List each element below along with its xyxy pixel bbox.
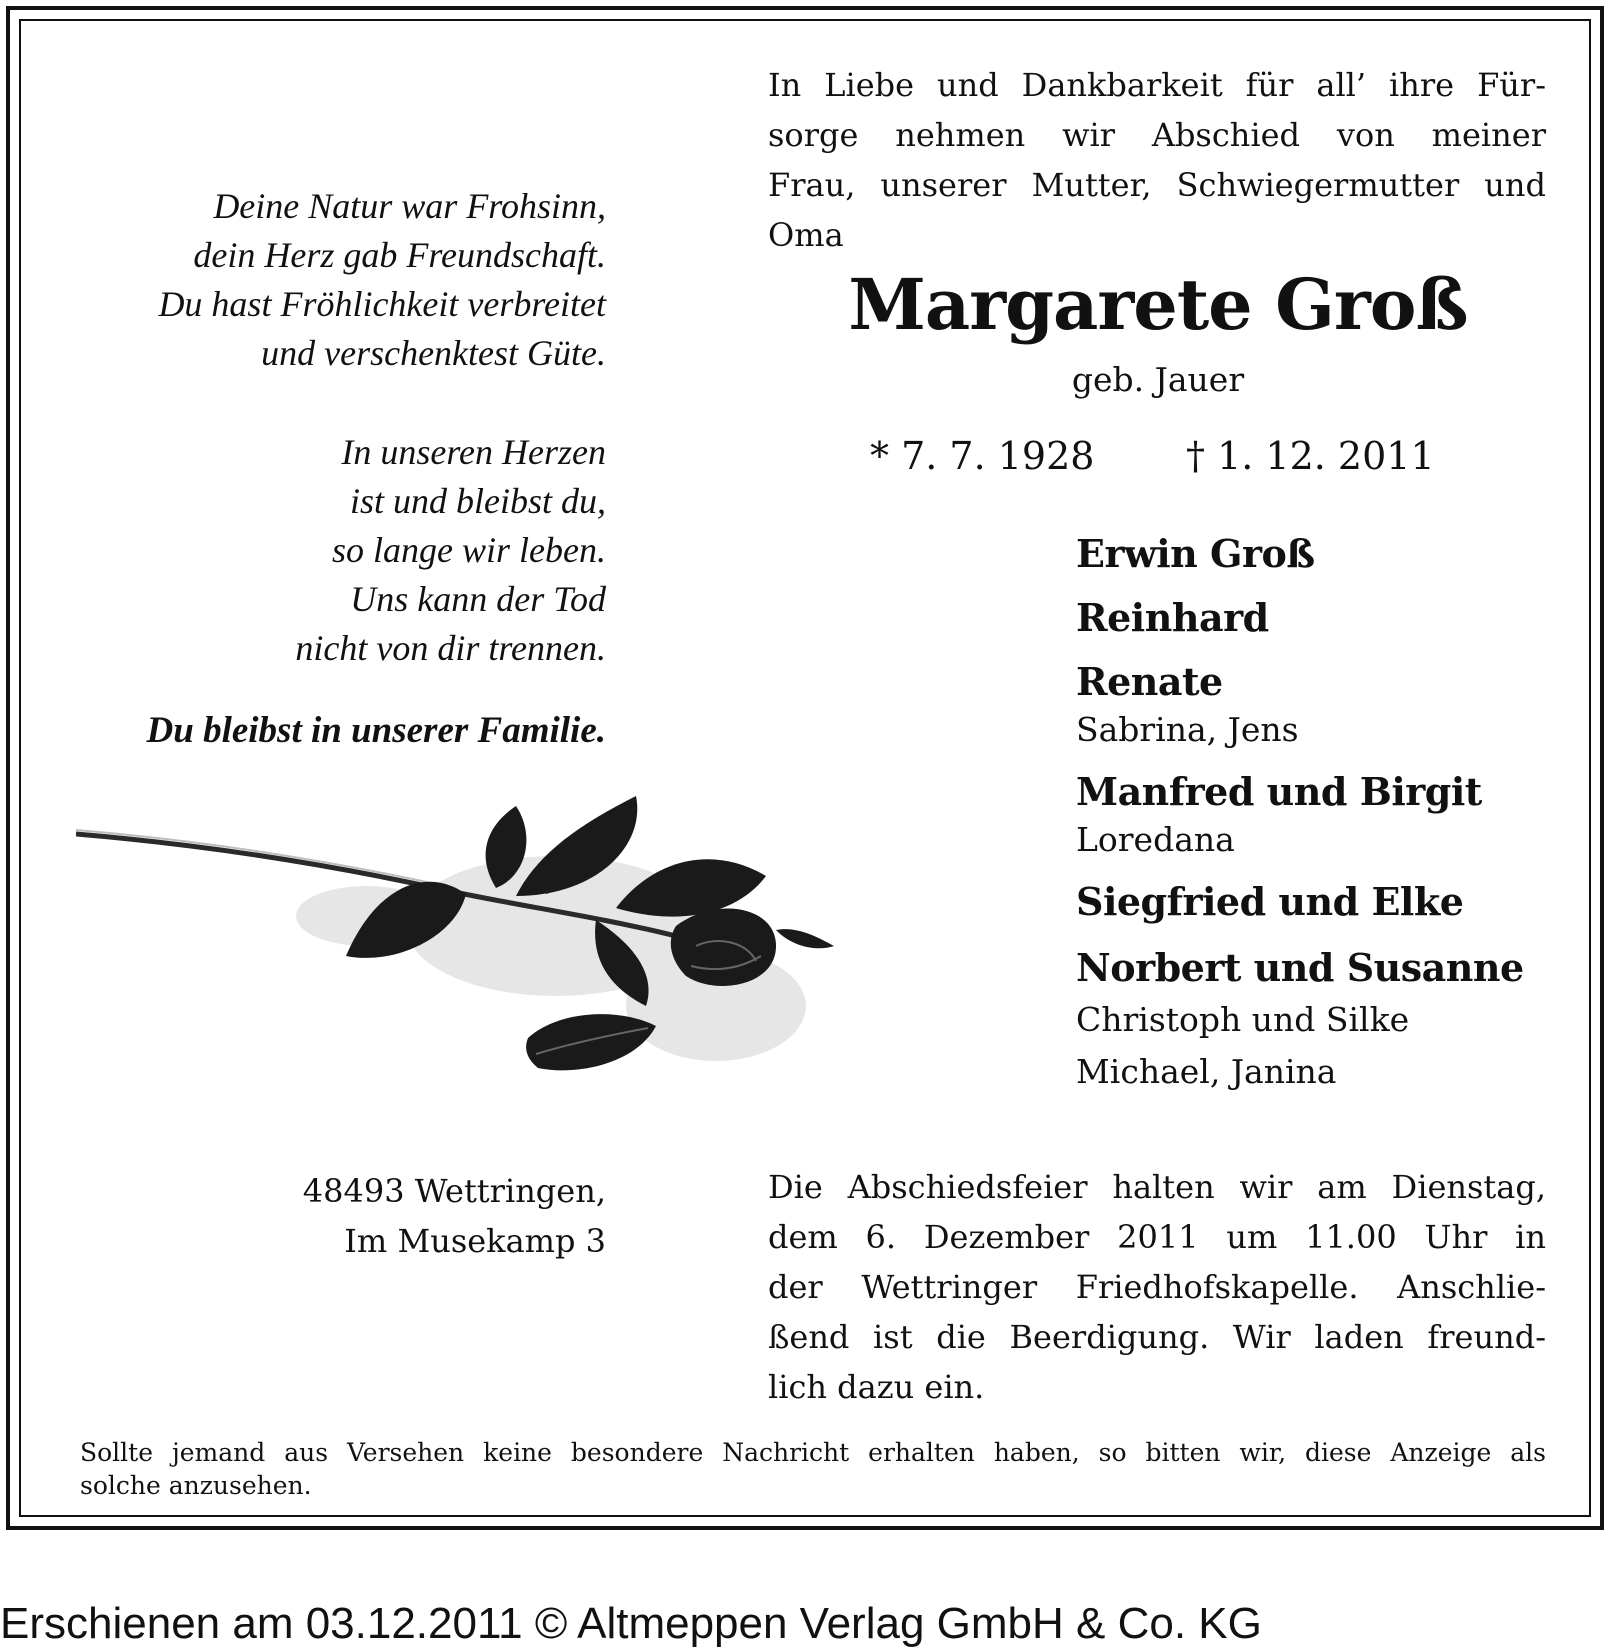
publication-footer: Erschienen am 03.12.2011 © Altmeppen Verlag GmbH & Co. KG — [0, 1599, 1262, 1648]
family-children: Loredana — [1076, 820, 1235, 859]
ceremony-line: Die Abschiedsfeier halten wir am Dienstag, — [768, 1168, 1546, 1206]
poem-stanza-1 — [158, 182, 606, 378]
address-line: Im Musekamp 3 — [344, 1222, 606, 1260]
notice-text — [80, 1436, 1546, 1502]
family-children: Sabrina, Jens — [1076, 710, 1299, 749]
ceremony-line: ßend ist die Beerdigung. Wir laden freund- — [768, 1318, 1546, 1356]
address — [303, 1166, 606, 1266]
ceremony-line: der Wettringer Friedhofskapelle. Anschlie- — [768, 1268, 1546, 1306]
family-list — [1076, 528, 1524, 1098]
poem-line: Uns kann der Tod — [350, 579, 606, 619]
poem-line: In unseren Herzen — [341, 432, 606, 472]
notice-line: solche anzusehen. — [80, 1471, 312, 1500]
ceremony-text — [768, 1162, 1546, 1412]
intro-line: sorge nehmen wir Abschied von meiner — [768, 116, 1546, 154]
poem-line: Deine Natur war Frohsinn, — [213, 186, 606, 226]
intro-line: Oma — [768, 216, 844, 254]
birth-date: * 7. 7. 1928 — [870, 434, 1095, 478]
notice-line: Sollte jemand aus Versehen keine besondere Nachricht erhalten haben, so bitten wir, diese Anzeige als — [80, 1438, 1546, 1467]
family-member: Reinhard — [1076, 595, 1269, 640]
poem-line: ist und bleibst du, — [349, 481, 606, 521]
family-member: Norbert und Susanne — [1076, 945, 1524, 990]
poem-closing-line: Du bleibst in unserer Familie. — [146, 710, 606, 751]
deceased-name: Margarete Groß — [848, 263, 1468, 346]
intro-line: Frau, unserer Mutter, Schwiegermutter und — [768, 166, 1546, 204]
poem-line: Du hast Fröhlichkeit verbreitet — [158, 284, 606, 324]
address-line: 48493 Wettringen, — [302, 1172, 606, 1210]
intro-line: In Liebe und Dankbarkeit für all’ ihre Für- — [768, 66, 1546, 104]
poem-stanza-2 — [295, 428, 606, 673]
maiden-name: geb. Jauer — [1071, 360, 1245, 399]
family-member: Siegfried und Elke — [1076, 879, 1464, 924]
family-member: Manfred und Birgit — [1076, 769, 1482, 814]
death-date: † 1. 12. 2011 — [1186, 434, 1435, 478]
family-member: Erwin Groß — [1076, 531, 1315, 576]
intro-text — [768, 60, 1546, 260]
family-member: Renate — [1076, 659, 1223, 704]
poem-line: und verschenktest Güte. — [261, 333, 606, 373]
poem-line: dein Herz gab Freundschaft. — [193, 235, 606, 275]
ceremony-line: lich dazu ein. — [768, 1368, 985, 1406]
rose-icon — [76, 796, 836, 1116]
poem-closing — [147, 706, 606, 755]
family-children: Michael, Janina — [1076, 1052, 1337, 1091]
ceremony-line: dem 6. Dezember 2011 um 11.00 Uhr in — [768, 1218, 1546, 1256]
family-children: Christoph und Silke — [1076, 1000, 1410, 1039]
poem-line: nicht von dir trennen. — [295, 628, 606, 668]
poem-line: so lange wir leben. — [332, 530, 606, 570]
